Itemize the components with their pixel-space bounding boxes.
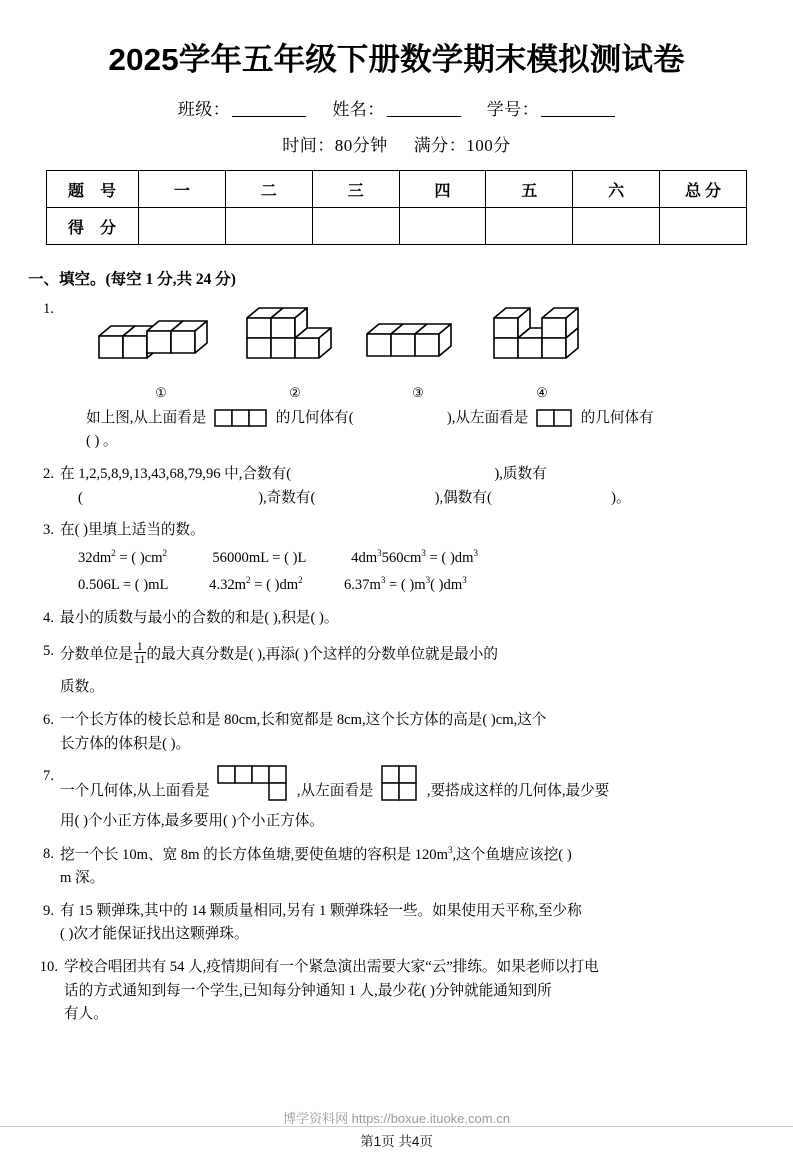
score-cell-6[interactable] (573, 208, 660, 245)
q8-sup: 3 (447, 844, 453, 855)
q3-i5-supb: 2 (298, 575, 303, 586)
question-1-text (60, 407, 765, 431)
table-row-scores (47, 208, 747, 245)
q1-text-c: ),从左面看是 (446, 409, 529, 426)
score-col-3: 三 (312, 171, 399, 208)
question-9-line1: 有 15 颗弹珠,其中的 14 颗质量相同,另有 1 颗弹珠轻一些。如果使用天平称,至少称 (60, 902, 582, 919)
score-cell-3[interactable] (312, 208, 399, 245)
question-7-number: 7. (43, 768, 54, 785)
question-1-number: 1. (43, 301, 54, 317)
question-6-line1[interactable]: 一个长方体的棱长总和是 80cm,长和宽都是 8cm,这个长方体的高是( )cm,这个 (60, 712, 547, 729)
q1-text-b: 的几何体有( (275, 409, 354, 426)
q3-item-4[interactable]: 0.506L = ( )mL (78, 577, 168, 594)
score-cell-1[interactable] (139, 208, 226, 245)
top-view-L-grid-icon (217, 765, 289, 801)
q3-i3-b: 560cm (381, 549, 422, 566)
q3-i6-supb: 3 (425, 575, 431, 586)
q7-text-a: 一个几何体,从上面看是 (60, 783, 210, 800)
question-5 (28, 640, 765, 701)
fraction-denominator: 11 (133, 651, 146, 666)
figure-cubes-2 (236, 300, 354, 403)
score-col-2: 二 (225, 171, 312, 208)
question-1 (28, 298, 765, 454)
q3-i1-b: = ( )cm (115, 549, 163, 566)
question-8-line1[interactable] (60, 843, 765, 868)
exam-meta-row (0, 131, 793, 156)
q3-i3-a: 4dm (351, 549, 378, 566)
q3-i6-c: ( )dm (430, 577, 463, 594)
question-5-number: 5. (43, 642, 54, 659)
q3-item-6[interactable] (344, 577, 467, 593)
q5-text-b[interactable]: 的最大真分数是( ),再添( )个这样的分数单位就是最小的 (146, 645, 498, 662)
questions-area (0, 267, 793, 1027)
question-10-number: 10. (39, 959, 58, 976)
question-9-number: 9. (43, 902, 54, 919)
question-3-row-2 (60, 573, 765, 598)
figure-label-2: ② (289, 384, 301, 400)
question-8-number: 8. (43, 845, 54, 862)
q3-i3-supc: 3 (473, 547, 478, 558)
fraction-one-eleventh (134, 640, 146, 666)
question-7 (28, 765, 765, 833)
question-8-line2: m 深。 (60, 870, 105, 887)
q3-item-2[interactable]: 56000mL = ( )L (212, 549, 306, 566)
figure-label-1: ① (155, 384, 167, 400)
question-1-figures (60, 300, 765, 403)
q3-i6-a: 6.37m (343, 577, 381, 594)
q3-i3-c: = ( )dm (425, 549, 474, 566)
q3-item-5[interactable] (209, 577, 303, 593)
student-info-row (0, 95, 793, 120)
question-10-line2[interactable]: 话的方式通知到每一个学生,已知每分钟通知 1 人,最少花( )分钟就能通知到所 (64, 982, 552, 999)
question-1-line2[interactable]: ( ) 。 (86, 433, 118, 450)
question-6 (28, 709, 765, 756)
q8-text-a: 挖一个长 10m、宽 8m 的长方体鱼塘,要使鱼塘的容积是 120m (60, 846, 448, 863)
footer-divider (0, 1126, 793, 1127)
score-col-1: 一 (139, 171, 226, 208)
q3-i3-supa: 3 (377, 547, 382, 558)
name-blank[interactable] (387, 102, 461, 117)
question-2-number: 2. (43, 465, 54, 482)
q7-text-b: ,从左面看是 (296, 783, 374, 800)
question-5-line2: 质数。 (60, 679, 104, 696)
question-3-lead: 在( )里填上适当的数。 (60, 522, 205, 539)
q8-text-b: ,这个鱼塘应该挖( ) (452, 846, 572, 863)
q3-i6-b: = ( )m (385, 577, 426, 594)
watermark-text: 博学资料网 https://boxue.ituoke.com.cn (283, 1111, 510, 1126)
class-blank[interactable] (232, 102, 306, 117)
question-3-number: 3. (43, 522, 54, 539)
q3-i5-a: 4.32m (209, 577, 247, 594)
q3-i6-supa: 3 (380, 575, 386, 586)
exam-page (0, 34, 793, 1156)
q3-i3-supb: 3 (421, 547, 426, 558)
question-10 (28, 956, 765, 1027)
question-7-line1 (60, 765, 765, 804)
score-table (46, 170, 747, 245)
q2-text-f: )。 (611, 489, 631, 506)
score-table-row-header-2: 得 分 (47, 208, 139, 245)
question-2 (28, 463, 765, 510)
question-8 (28, 843, 765, 891)
top-view-grid-3cells-icon (214, 409, 268, 427)
question-4-number: 4. (43, 609, 54, 626)
question-3 (28, 519, 765, 598)
question-3-row-1 (60, 546, 765, 571)
student-id-blank[interactable] (541, 102, 615, 117)
q2-text-a: 在 1,2,5,8,9,13,43,68,79,96 中,合数有( (60, 465, 292, 482)
question-6-number: 6. (43, 712, 54, 729)
question-7-line2[interactable]: 用( )个小正方体,最多要用( )个小正方体。 (60, 813, 324, 830)
q3-i5-b: = ( )dm (250, 577, 299, 594)
student-id-label: 学号： (486, 100, 540, 119)
question-4 (28, 607, 765, 631)
score-cell-5[interactable] (486, 208, 573, 245)
q3-i1-a: 32dm (78, 549, 112, 566)
question-9 (28, 900, 765, 947)
table-row-question-numbers (47, 171, 747, 208)
left-view-grid-icon (381, 765, 419, 801)
score-col-total: 总 分 (660, 171, 747, 208)
score-cell-4[interactable] (399, 208, 486, 245)
figure-cubes-4 (482, 300, 602, 403)
question-5-line1 (60, 640, 765, 667)
figure-cubes-1 (86, 310, 236, 403)
figure-label-3: ③ (412, 384, 424, 400)
q1-text-d: 的几何体有 (580, 409, 654, 426)
q5-text-a: 分数单位是 (60, 645, 133, 662)
section-heading-fill-blank: 一、填空。(每空 1 分,共 24 分) (28, 271, 236, 288)
question-2-line2 (60, 487, 765, 511)
q3-i6-supc: 3 (462, 575, 467, 586)
cube-shape-4-icon (486, 300, 598, 372)
q3-item-3[interactable] (351, 547, 478, 566)
q2-text-e: ),偶数有( (434, 489, 492, 506)
q2-text-b: ),质数有 (494, 465, 547, 482)
figure-cubes-3 (354, 310, 482, 403)
question-10-line3: 有人。 (64, 1006, 108, 1023)
cube-shape-2-icon (239, 300, 351, 372)
q3-i1-sup: 2 (111, 547, 116, 558)
left-view-grid-2cells-icon (536, 409, 573, 427)
cube-shape-3-icon (359, 310, 477, 372)
question-4-text[interactable]: 最小的质数与最小的合数的和是( ),积是( )。 (60, 609, 339, 626)
score-table-wrapper (0, 170, 793, 245)
score-col-4: 四 (399, 171, 486, 208)
q1-text-a: 如上图,从上面看是 (86, 409, 207, 426)
q3-i1-sup2: 2 (162, 547, 168, 558)
q7-text-c: ,要搭成这样的几何体,最少要 (426, 783, 610, 800)
total-score-label: 满分：100分 (413, 136, 511, 155)
score-col-6: 六 (573, 171, 660, 208)
cube-shape-1-icon (91, 310, 231, 372)
q3-i5-supa: 2 (246, 575, 251, 586)
q2-text-d: ),奇数有( (258, 489, 316, 506)
score-col-5: 五 (486, 171, 573, 208)
score-cell-total[interactable] (660, 208, 747, 245)
page-footer: 第1页 共4页 (360, 1134, 433, 1149)
question-9-line2[interactable]: ( )次才能保证找出这颗弹珠。 (60, 926, 249, 943)
page-title: 2025学年五年级下册数学期末模拟测试卷 (108, 42, 685, 77)
q3-item-1[interactable] (78, 547, 168, 566)
name-label: 姓名： (332, 100, 385, 119)
score-cell-2[interactable] (225, 208, 312, 245)
fraction-numerator: 1 (136, 638, 143, 653)
figure-label-4: ④ (536, 384, 548, 400)
question-2-line1 (60, 463, 765, 487)
question-10-line1: 学校合唱团共有 54 人,疫情期间有一个紧急演出需要大家“云”排练。如果老师以打电 (64, 959, 599, 976)
q2-text-c: ( (78, 489, 83, 506)
time-label: 时间：80分钟 (282, 136, 388, 155)
class-label: 班级： (177, 100, 231, 119)
question-6-line2[interactable]: 长方体的体积是( )。 (60, 735, 191, 752)
score-table-row-header-1: 题 号 (47, 171, 139, 208)
